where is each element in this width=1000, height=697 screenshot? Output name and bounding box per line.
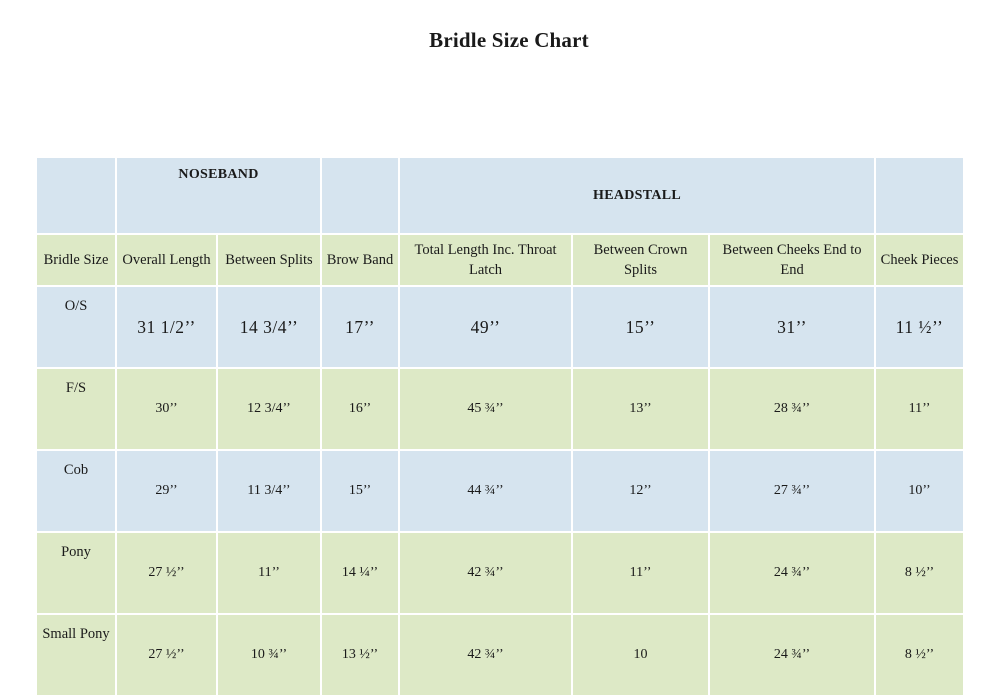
cheek-pieces-cell: 10’’ <box>875 450 964 532</box>
cheek-pieces-cell: 11 ½’’ <box>875 286 964 368</box>
column-header: Cheek Pieces <box>875 234 964 286</box>
table-row <box>36 450 964 532</box>
column-header: Between Crown Splits <box>572 234 709 286</box>
size-cell: Cob <box>36 450 116 532</box>
brow-band-cell: 16’’ <box>321 368 399 450</box>
between-cheeks-cell: 24 ¾’’ <box>709 532 875 614</box>
between-crown-splits-cell: 13’’ <box>572 368 709 450</box>
between-splits-cell: 14 3/4’’ <box>217 286 321 368</box>
cheek-pieces-cell: 8 ½’’ <box>875 614 964 696</box>
page-title: Bridle Size Chart <box>429 28 589 52</box>
cheek-pieces-cell: 8 ½’’ <box>875 532 964 614</box>
group-cell-empty <box>36 157 116 234</box>
between-splits-cell: 10 ¾’’ <box>217 614 321 696</box>
cheek-pieces-cell: 11’’ <box>875 368 964 450</box>
between-cheeks-cell: 28 ¾’’ <box>709 368 875 450</box>
overall-length-cell: 30’’ <box>116 368 217 450</box>
group-header-row <box>36 157 964 234</box>
between-splits-cell: 11 3/4’’ <box>217 450 321 532</box>
table-row <box>36 614 964 696</box>
group-headstall <box>399 157 875 234</box>
between-crown-splits-cell: 12’’ <box>572 450 709 532</box>
total-length-cell: 49’’ <box>399 286 572 368</box>
column-header: Overall Length <box>116 234 217 286</box>
overall-length-cell: 27 ½’’ <box>116 614 217 696</box>
between-splits-cell: 11’’ <box>217 532 321 614</box>
group-noseband <box>116 157 321 234</box>
brow-band-cell: 14 ¼’’ <box>321 532 399 614</box>
group-cell-empty <box>875 157 964 234</box>
group-cell-empty <box>321 157 399 234</box>
overall-length-cell: 31 1/2’’ <box>116 286 217 368</box>
overall-length-cell: 29’’ <box>116 450 217 532</box>
table-row <box>36 368 964 450</box>
between-crown-splits-cell: 11’’ <box>572 532 709 614</box>
brow-band-cell: 17’’ <box>321 286 399 368</box>
total-length-cell: 45 ¾’’ <box>399 368 572 450</box>
table-row <box>36 532 964 614</box>
group-noseband-label: NOSEBAND <box>178 167 259 182</box>
group-headstall-label: HEADSTALL <box>593 188 682 203</box>
between-crown-splits-cell: 15’’ <box>572 286 709 368</box>
column-header: Between Cheeks End to End <box>709 234 875 286</box>
column-header: Between Splits <box>217 234 321 286</box>
total-length-cell: 44 ¾’’ <box>399 450 572 532</box>
between-crown-splits-cell: 10 <box>572 614 709 696</box>
brow-band-cell: 15’’ <box>321 450 399 532</box>
column-header-row <box>36 234 964 286</box>
column-header: Brow Band <box>321 234 399 286</box>
overall-length-cell: 27 ½’’ <box>116 532 217 614</box>
column-header: Total Length Inc. Throat Latch <box>399 234 572 286</box>
between-cheeks-cell: 31’’ <box>709 286 875 368</box>
between-cheeks-cell: 27 ¾’’ <box>709 450 875 532</box>
brow-band-cell: 13 ½’’ <box>321 614 399 696</box>
size-chart-table <box>35 156 965 697</box>
between-splits-cell: 12 3/4’’ <box>217 368 321 450</box>
size-cell: Small Pony <box>36 614 116 696</box>
size-cell: F/S <box>36 368 116 450</box>
size-cell: O/S <box>36 286 116 368</box>
table-row <box>36 286 964 368</box>
size-cell: Pony <box>36 532 116 614</box>
total-length-cell: 42 ¾’’ <box>399 614 572 696</box>
total-length-cell: 42 ¾’’ <box>399 532 572 614</box>
column-header: Bridle Size <box>36 234 116 286</box>
between-cheeks-cell: 24 ¾’’ <box>709 614 875 696</box>
